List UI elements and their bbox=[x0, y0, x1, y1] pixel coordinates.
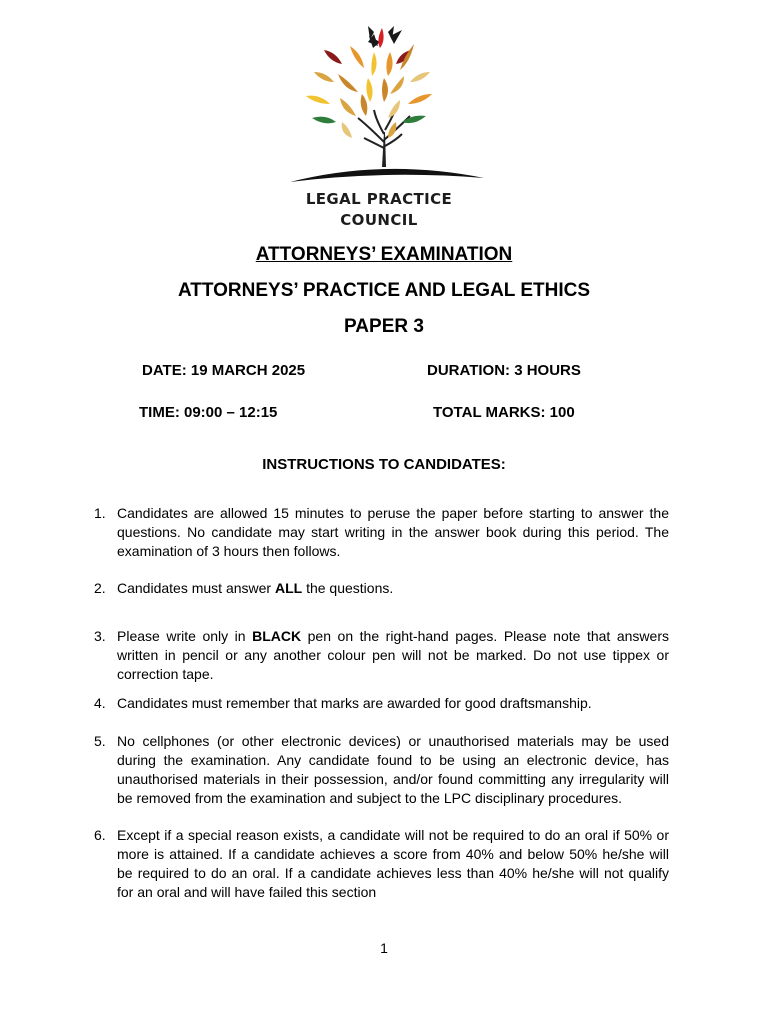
exam-subtitle: ATTORNEYS’ PRACTICE AND LEGAL ETHICS bbox=[177, 280, 591, 301]
page-number: 1 bbox=[380, 940, 388, 956]
item-number: 2. bbox=[94, 580, 106, 596]
item-text-emphasis: ALL bbox=[274, 580, 303, 596]
list-item bbox=[94, 732, 669, 808]
list-item bbox=[94, 504, 669, 561]
instructions-heading: INSTRUCTIONS TO CANDIDATES: bbox=[262, 456, 506, 473]
exam-time: TIME: 09:00 – 12:15 bbox=[139, 404, 278, 421]
item-text-emphasis: BLACK bbox=[252, 628, 302, 644]
item-number: 1. bbox=[94, 505, 106, 521]
exam-title: ATTORNEYS’ EXAMINATION bbox=[255, 244, 513, 265]
item-text: Candidates must remember that marks are awarded for good draftsmanship. bbox=[117, 695, 592, 711]
item-text-part: Please write only in bbox=[117, 628, 253, 644]
list-item bbox=[94, 826, 669, 902]
item-number: 4. bbox=[94, 695, 106, 711]
item-text: No cellphones (or other electronic devices) or unauthorised materials may be used during the examination. Any candidate found to be using an electronic device, has unauthorised materials in their possession, and/or found committing any irregularity will be removed from the examination and subject to the LPC disciplinary procedures. bbox=[117, 733, 669, 806]
organization-name-line2: COUNCIL bbox=[340, 211, 418, 229]
item-text-part: pen on the right-hand pages. Please note that answers written in pencil or any another colour pen will not be marked. Do not use tippex or correction tape. bbox=[117, 628, 669, 682]
item-text bbox=[117, 579, 669, 598]
item-text: Except if a special reason exists, a candidate will not be required to do an oral if 50% or more is attained. If a candidate achieves a score from 40% and below 50% he/she will be required to do an oral. If a candidate achieves less than 40% he/she will not qualify for an oral and will have failed this section bbox=[117, 827, 669, 900]
item-text-part: Candidates must answer bbox=[117, 580, 275, 596]
item-text bbox=[117, 627, 669, 684]
list-item bbox=[94, 694, 669, 713]
paper-number: PAPER 3 bbox=[344, 316, 424, 337]
organization-name-line1: LEGAL PRACTICE bbox=[305, 190, 453, 208]
item-number: 3. bbox=[94, 628, 106, 644]
exam-duration: DURATION: 3 HOURS bbox=[427, 362, 581, 379]
tree-emblem bbox=[284, 22, 488, 190]
exam-total-marks: TOTAL MARKS: 100 bbox=[433, 404, 575, 421]
organization-name bbox=[284, 189, 474, 231]
item-text: Candidates are allowed 15 minutes to peruse the paper before starting to answer the questions. No candidate may start writing in the answer book during this period. The examination of 3 hours then follows. bbox=[117, 505, 669, 559]
item-number: 5. bbox=[94, 733, 106, 749]
exam-date: DATE: 19 MARCH 2025 bbox=[142, 362, 306, 379]
item-text-part: the questions. bbox=[302, 580, 394, 596]
list-item bbox=[94, 579, 669, 598]
list-item bbox=[94, 627, 669, 684]
item-number: 6. bbox=[94, 827, 106, 843]
